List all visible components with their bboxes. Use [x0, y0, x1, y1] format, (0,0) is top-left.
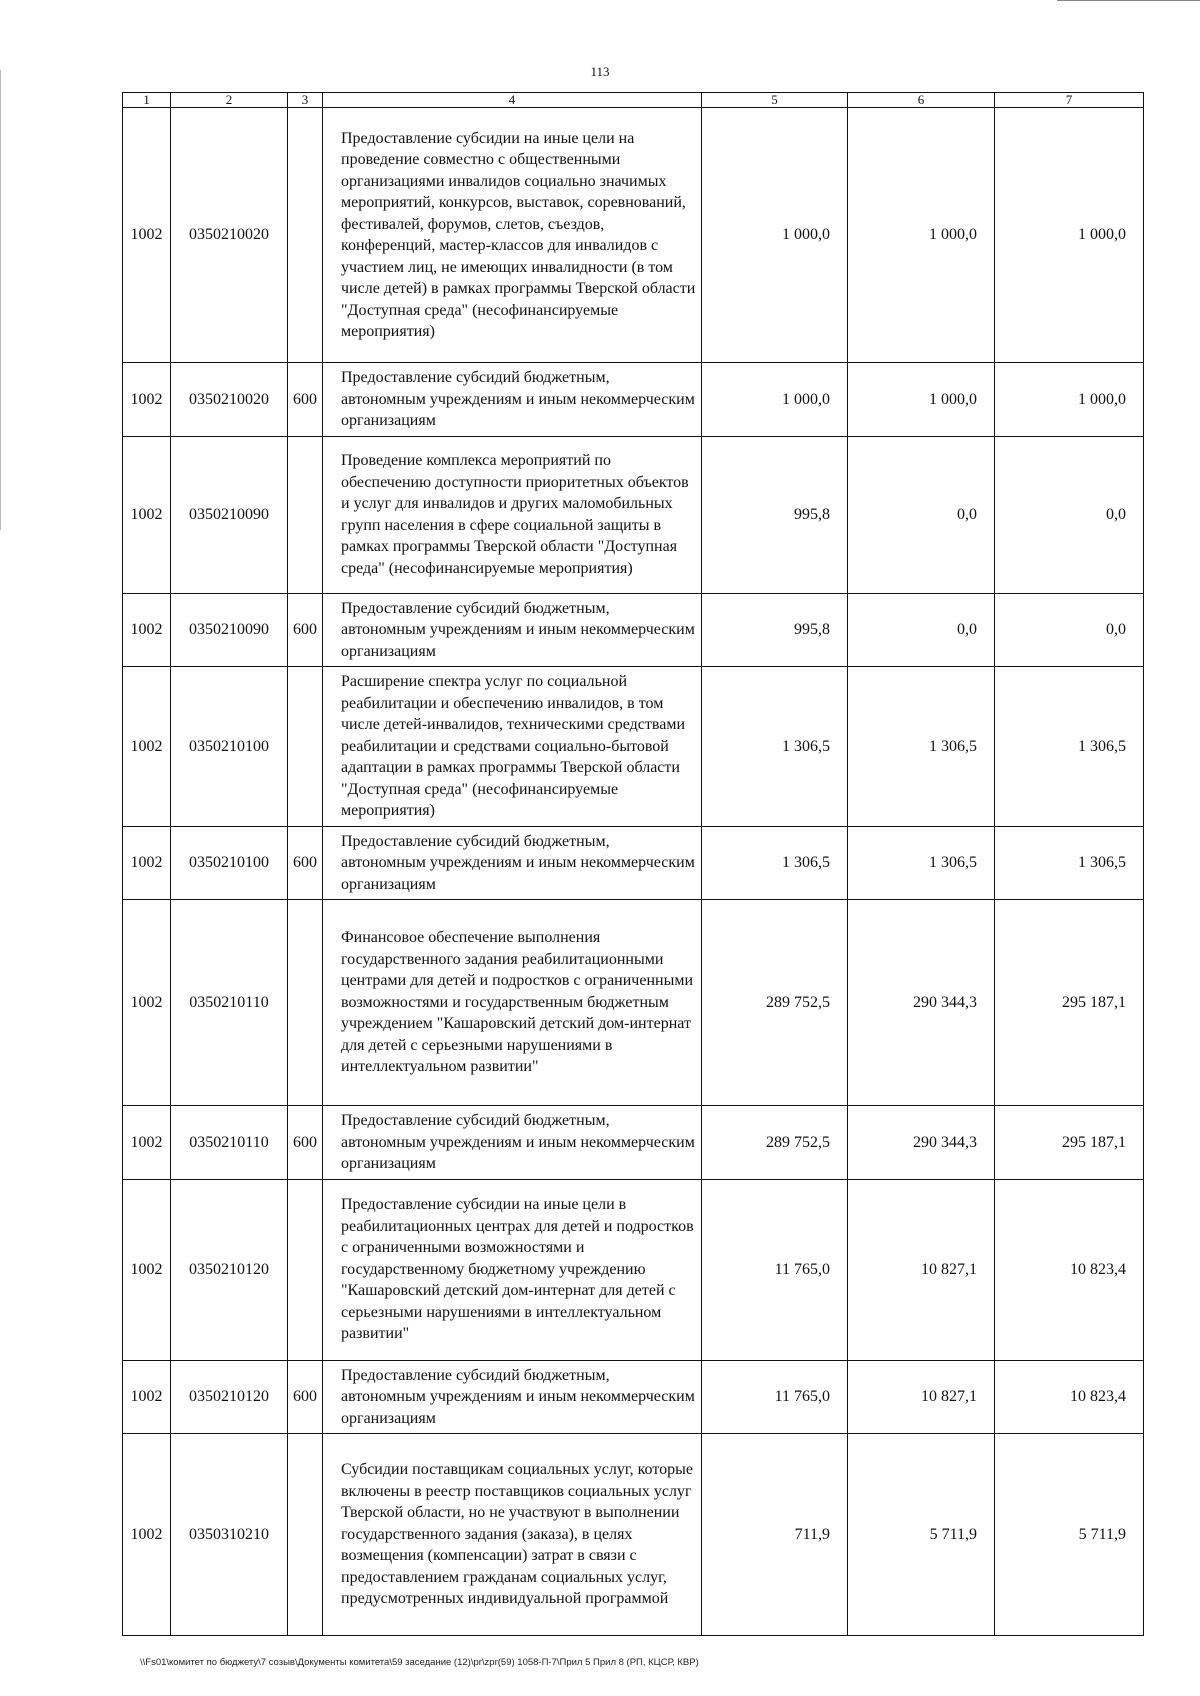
section-code: 1002 — [123, 1434, 171, 1636]
row-description: Субсидии поставщикам социальных услуг, которые включены в реестр поставщиков социальных услуг Тверской области, но не участвуют в выполнении государственного задания (заказа), в целях возмещения (компенсации) затрат в связи с предоставлением гражданам социальных услуг, предусмотренных индивидуальной программой — [323, 1434, 702, 1636]
header-row — [123, 93, 1144, 108]
target-article-code: 0350210120 — [171, 1360, 288, 1434]
amount-col-5: 289 752,5 — [702, 1106, 848, 1180]
row-description: Финансовое обеспечение выполнения государственного задания реабилитационными центрами для детей и подростков с ограниченными возможностями и государственным бюджетным учреждением "Кашаровский детский дом-интернат для детей с серьезными нарушениями в интеллектуальном развитии" — [323, 900, 702, 1106]
amount-col-5: 289 752,5 — [702, 900, 848, 1106]
target-article-code: 0350210020 — [171, 363, 288, 437]
target-article-code: 0350210100 — [171, 667, 288, 827]
amount-col-6: 0,0 — [848, 436, 995, 593]
row-description: Предоставление субсидии на иные цели в реабилитационных центрах для детей и подростков с ограниченными возможностями и государственному бюджетному учреждению "Кашаровский детский дом-интернат для детей с серьезными нарушениями в интеллектуальном развитии" — [323, 1179, 702, 1360]
row-description: Предоставление субсидий бюджетным, автономным учреждениям и иным некоммерческим организациям — [323, 1360, 702, 1434]
table-row — [123, 363, 1144, 437]
table-row — [123, 826, 1144, 900]
amount-col-5: 1 000,0 — [702, 363, 848, 437]
amount-col-7: 1 306,5 — [995, 826, 1144, 900]
table-row — [123, 593, 1144, 667]
expense-type-code: 600 — [288, 826, 323, 900]
section-code: 1002 — [123, 1360, 171, 1434]
target-article-code: 0350210090 — [171, 436, 288, 593]
amount-col-5: 11 765,0 — [702, 1360, 848, 1434]
amount-col-7: 0,0 — [995, 593, 1144, 667]
amount-col-6: 1 306,5 — [848, 826, 995, 900]
table-row — [123, 1179, 1144, 1360]
expense-type-code — [288, 108, 323, 363]
amount-col-7: 1 306,5 — [995, 667, 1144, 827]
expense-type-code — [288, 1434, 323, 1636]
row-description: Предоставление субсидий бюджетным, автономным учреждениям и иным некоммерческим организациям — [323, 826, 702, 900]
header-col-7: 7 — [995, 93, 1144, 108]
table-row — [123, 1360, 1144, 1434]
page-number: 113 — [590, 64, 610, 79]
expense-type-code — [288, 1179, 323, 1360]
section-code: 1002 — [123, 1106, 171, 1180]
table-row — [123, 1106, 1144, 1180]
section-code: 1002 — [123, 363, 171, 437]
amount-col-7: 295 187,1 — [995, 1106, 1144, 1180]
amount-col-6: 10 827,1 — [848, 1360, 995, 1434]
file-path-footer: \\Fs01\комитет по бюджету\7 созыв\Документы комитета\59 заседание (12)\pr\zpr(59) 1058-П-7\Прил 5 Прил 8 (РП, КЦСР, КВР) — [140, 1657, 699, 1668]
target-article-code: 0350210100 — [171, 826, 288, 900]
scan-edge-line-left — [0, 70, 1, 530]
amount-col-6: 290 344,3 — [848, 900, 995, 1106]
expense-type-code — [288, 900, 323, 1106]
amount-col-7: 0,0 — [995, 436, 1144, 593]
amount-col-6: 1 000,0 — [848, 363, 995, 437]
target-article-code: 0350210110 — [171, 900, 288, 1106]
expense-type-code: 600 — [288, 1106, 323, 1180]
section-code: 1002 — [123, 108, 171, 363]
section-code: 1002 — [123, 593, 171, 667]
header-col-4: 4 — [323, 93, 702, 108]
section-code: 1002 — [123, 1179, 171, 1360]
amount-col-6: 10 827,1 — [848, 1179, 995, 1360]
amount-col-5: 995,8 — [702, 593, 848, 667]
amount-col-5: 1 000,0 — [702, 108, 848, 363]
scan-edge-line — [1057, 0, 1200, 1]
header-col-6: 6 — [848, 93, 995, 108]
target-article-code: 0350210090 — [171, 593, 288, 667]
amount-col-7: 10 823,4 — [995, 1179, 1144, 1360]
amount-col-7: 5 711,9 — [995, 1434, 1144, 1636]
row-description: Проведение комплекса мероприятий по обеспечению доступности приоритетных объектов и услуг для инвалидов и других маломобильных групп населения в сфере социальной защиты в рамках программы Тверской области "Доступная среда" (несофинансируемые мероприятия) — [323, 436, 702, 593]
amount-col-7: 1 000,0 — [995, 108, 1144, 363]
amount-col-7: 295 187,1 — [995, 900, 1144, 1106]
target-article-code: 0350310210 — [171, 1434, 288, 1636]
table-row — [123, 436, 1144, 593]
amount-col-7: 1 000,0 — [995, 363, 1144, 437]
target-article-code: 0350210020 — [171, 108, 288, 363]
section-code: 1002 — [123, 826, 171, 900]
expense-type-code: 600 — [288, 363, 323, 437]
section-code: 1002 — [123, 667, 171, 827]
amount-col-6: 1 000,0 — [848, 108, 995, 363]
expense-type-code: 600 — [288, 593, 323, 667]
row-description: Расширение спектра услуг по социальной реабилитации и обеспечению инвалидов, в том числе детей-инвалидов, техническими средствами реабилитации и средствами социально-бытовой адаптации в рамках программы Тверской области "Доступная среда" (несофинансируемые мероприятия) — [323, 667, 702, 827]
section-code: 1002 — [123, 900, 171, 1106]
table-row — [123, 1434, 1144, 1636]
amount-col-6: 290 344,3 — [848, 1106, 995, 1180]
amount-col-6: 5 711,9 — [848, 1434, 995, 1636]
row-description: Предоставление субсидий бюджетным, автономным учреждениям и иным некоммерческим организациям — [323, 1106, 702, 1180]
header-col-3: 3 — [288, 93, 323, 108]
table-row — [123, 667, 1144, 827]
row-description: Предоставление субсидий бюджетным, автономным учреждениям и иным некоммерческим организациям — [323, 363, 702, 437]
amount-col-6: 1 306,5 — [848, 667, 995, 827]
header-col-1: 1 — [123, 93, 171, 108]
table-row — [123, 900, 1144, 1106]
amount-col-5: 995,8 — [702, 436, 848, 593]
budget-table — [122, 92, 1144, 1636]
target-article-code: 0350210110 — [171, 1106, 288, 1180]
table-row — [123, 108, 1144, 363]
header-col-5: 5 — [702, 93, 848, 108]
amount-col-6: 0,0 — [848, 593, 995, 667]
amount-col-7: 10 823,4 — [995, 1360, 1144, 1434]
row-description: Предоставление субсидии на иные цели на проведение совместно с общественными организациями инвалидов социально значимых мероприятий, конкурсов, выставок, соревнований, фестивалей, форумов, слетов, съездов, конференций, мастер-классов для инвалидов с участием лиц, не имеющих инвалидности (в том числе детей) в рамках программы Тверской области "Доступная среда" (несофинансируемые мероприятия) — [323, 108, 702, 363]
section-code: 1002 — [123, 436, 171, 593]
expense-type-code — [288, 667, 323, 827]
header-col-2: 2 — [171, 93, 288, 108]
amount-col-5: 11 765,0 — [702, 1179, 848, 1360]
expense-type-code — [288, 436, 323, 593]
amount-col-5: 711,9 — [702, 1434, 848, 1636]
expense-type-code: 600 — [288, 1360, 323, 1434]
amount-col-5: 1 306,5 — [702, 826, 848, 900]
target-article-code: 0350210120 — [171, 1179, 288, 1360]
amount-col-5: 1 306,5 — [702, 667, 848, 827]
row-description: Предоставление субсидий бюджетным, автономным учреждениям и иным некоммерческим организациям — [323, 593, 702, 667]
